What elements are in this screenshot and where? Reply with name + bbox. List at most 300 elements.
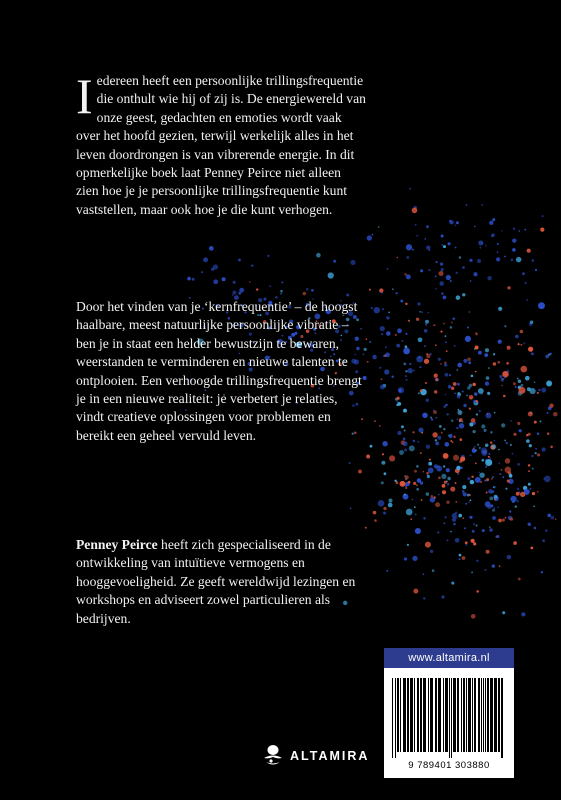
particle-dot [447, 477, 450, 480]
particle-dot [453, 382, 457, 386]
particle-dot [505, 458, 511, 464]
isbn-number: 9 789401 303880 [408, 760, 490, 771]
particle-dot [524, 282, 526, 284]
particle-dot [487, 460, 490, 463]
barcode-bar [485, 678, 486, 752]
particle-dot [391, 375, 393, 377]
particle-dot [501, 230, 503, 232]
particle-dot [456, 427, 458, 429]
particle-dot [517, 378, 519, 380]
particle-dot [457, 418, 459, 420]
particle-dot [453, 455, 459, 461]
particle-dot [447, 413, 449, 415]
particle-dot [498, 449, 500, 451]
particle-dot [450, 531, 452, 533]
particle-dot [367, 361, 369, 363]
particle-dot [502, 476, 504, 478]
particle-dot [438, 271, 443, 276]
particle-dot [443, 296, 447, 300]
particle-dot [392, 288, 394, 290]
author-bio-text: heeft zich gespecialiseerd in de ontwikkeling van intuïtieve vermogens en hooggevoeligheid. Ze geeft wereldwijd lezingen en workshops en adviseert zowel particulieren als bedrijven. [76, 537, 356, 626]
particle-dot [440, 262, 443, 265]
publisher-url: www.altamira.nl [384, 648, 514, 668]
particle-dot [397, 402, 401, 406]
particle-dot [446, 468, 450, 472]
particle-dot [423, 517, 425, 519]
particle-dot [479, 410, 481, 412]
particle-dot [459, 558, 461, 560]
particle-dot [504, 256, 506, 258]
particle-dot [444, 363, 447, 366]
particle-dot [468, 361, 471, 364]
particle-dot [280, 290, 283, 293]
particle-dot [551, 516, 555, 520]
particle-dot [463, 359, 467, 363]
particle-dot [438, 494, 440, 496]
particle-dot [486, 550, 490, 554]
particle-dot [441, 474, 446, 479]
particle-dot [517, 463, 520, 466]
particle-dot [510, 444, 512, 446]
particle-dot [369, 341, 371, 343]
particle-dot [501, 385, 503, 387]
particle-dot [470, 280, 472, 282]
particle-dot [434, 390, 438, 394]
particle-dot [506, 362, 509, 365]
particle-dot [517, 488, 520, 491]
particle-dot [457, 363, 462, 368]
particle-dot [426, 246, 430, 250]
particle-dot [438, 358, 441, 361]
particle-dot [414, 470, 417, 473]
particle-dot [459, 256, 462, 259]
particle-dot [516, 257, 522, 263]
particle-dot [476, 525, 478, 527]
particle-dot [531, 455, 533, 457]
blurb-paragraph-2 [76, 298, 366, 445]
particle-dot [459, 418, 463, 422]
particle-dot [475, 477, 481, 483]
particle-dot [509, 510, 511, 512]
particle-dot [469, 423, 471, 425]
particle-dot [476, 400, 478, 402]
particle-dot [384, 472, 387, 475]
particle-dot [369, 289, 371, 291]
particle-dot [466, 204, 468, 206]
particle-dot [528, 483, 531, 486]
particle-dot [507, 555, 511, 559]
particle-dot [463, 404, 466, 407]
particle-dot [494, 412, 496, 414]
particle-dot [437, 466, 440, 469]
particle-dot [484, 353, 488, 357]
particle-dot [430, 550, 433, 553]
particle-dot [421, 432, 423, 434]
particle-dot [383, 512, 386, 515]
particle-dot [528, 523, 532, 527]
particle-dot [532, 259, 535, 262]
barcode-icon [392, 678, 506, 758]
barcode-bar [468, 678, 471, 752]
particle-dot [534, 527, 537, 530]
particle-dot [477, 444, 479, 446]
particle-dot [419, 366, 421, 368]
particle-dot [545, 529, 547, 531]
particle-dot [471, 614, 476, 619]
particle-dot [385, 346, 387, 348]
particle-dot [462, 490, 465, 493]
particle-dot [370, 445, 373, 448]
particle-dot [449, 374, 451, 376]
particle-dot [544, 476, 551, 483]
particle-dot [507, 480, 510, 483]
barcode-bar [481, 678, 482, 752]
particle-dot [489, 221, 493, 225]
particle-dot [460, 466, 463, 469]
particle-dot [530, 320, 533, 323]
particle-dot [238, 259, 241, 262]
particle-dot [530, 388, 536, 394]
particle-dot [510, 420, 512, 422]
particle-dot [426, 445, 430, 449]
particle-dot [459, 554, 462, 557]
particle-dot [452, 441, 454, 443]
barcode-bar [501, 678, 503, 758]
particle-dot [553, 412, 557, 416]
particle-dot [233, 281, 236, 284]
particle-dot [489, 526, 491, 528]
particle-dot [424, 345, 426, 347]
particle-dot [440, 363, 442, 365]
barcode-bar [392, 678, 393, 758]
particle-dot [397, 401, 399, 403]
barcode-bar [414, 678, 415, 752]
particle-dot [498, 519, 502, 523]
particle-dot [468, 501, 470, 503]
particle-dot [426, 399, 429, 402]
particle-dot [481, 450, 487, 456]
particle-dot [414, 506, 416, 508]
particle-dot [475, 371, 477, 373]
particle-dot [513, 433, 516, 436]
particle-dot [450, 440, 452, 442]
particle-dot [505, 488, 507, 490]
particle-dot [492, 516, 496, 520]
particle-dot [405, 475, 409, 479]
particle-dot [418, 392, 420, 394]
particle-dot [489, 528, 492, 531]
paragraph-2-text: Door het vinden van je ‘kernfrequentie’ – de hoogst haalbare, meest natuurlijke persoonlijke vibratie – ben je in staat een helder bewustzijn te bewaren, weerstanden te verminderen en nieuwe talenten te ontplooien. Een verhoogde trillingsfrequentie brengt je in een nieuwe realiteit: je verbetert je relaties, vindt creatieve oplossingen voor problemen en bereikt een geheel vervuld leven. [76, 299, 362, 443]
particle-dot [427, 312, 429, 314]
particle-dot [505, 517, 507, 519]
particle-dot [453, 523, 455, 525]
particle-dot [401, 425, 404, 428]
particle-dot [538, 389, 540, 391]
particle-dot [232, 291, 236, 295]
particle-dot [451, 322, 453, 324]
particle-dot [487, 505, 491, 509]
barcode-bar [417, 678, 419, 752]
particle-dot [381, 461, 385, 465]
particle-dot [491, 444, 496, 449]
particle-dot [456, 221, 459, 224]
particle-dot [448, 385, 452, 389]
particle-dot [428, 269, 430, 271]
particle-dot [518, 380, 522, 384]
particle-dot [487, 392, 490, 395]
particle-dot [403, 409, 407, 413]
particle-dot [238, 292, 241, 295]
particle-dot [474, 446, 476, 448]
particle-dot [435, 288, 437, 290]
particle-dot [425, 542, 431, 548]
particle-dot [383, 507, 386, 510]
particle-dot [535, 452, 537, 454]
particle-dot [446, 275, 451, 280]
particle-dot [485, 466, 487, 468]
particle-dot [450, 280, 452, 282]
particle-dot [498, 340, 502, 344]
particle-dot [453, 436, 455, 438]
barcode-box [384, 648, 514, 778]
particle-dot [546, 381, 552, 387]
particle-dot [435, 417, 437, 419]
particle-dot [406, 256, 409, 259]
particle-dot [465, 544, 467, 546]
particle-dot [400, 481, 406, 487]
particle-dot [458, 409, 460, 411]
particle-dot [381, 333, 383, 335]
particle-dot [457, 383, 460, 386]
particle-dot [503, 395, 506, 398]
particle-dot [470, 499, 472, 501]
particle-dot [497, 243, 499, 245]
particle-dot [491, 233, 494, 236]
particle-dot [538, 302, 545, 309]
particle-dot [491, 492, 493, 494]
particle-dot [529, 488, 531, 490]
particle-dot [499, 565, 501, 567]
particle-dot [203, 257, 208, 262]
particle-dot [232, 294, 234, 296]
altamira-logo-icon [262, 744, 284, 768]
particle-dot [501, 378, 505, 382]
particle-dot [497, 507, 499, 509]
particle-dot [476, 413, 478, 415]
particle-dot [473, 542, 476, 545]
particle-dot [421, 499, 423, 501]
particle-dot [513, 228, 515, 230]
particle-dot [413, 589, 418, 594]
particle-dot [432, 432, 437, 437]
particle-dot [504, 377, 506, 379]
particle-dot [528, 433, 531, 436]
particle-dot [445, 341, 447, 343]
particle-dot [396, 292, 398, 294]
particle-dot [441, 595, 444, 598]
particle-dot [444, 516, 446, 518]
particle-dot [443, 323, 445, 325]
author-name: Penney Peirce [76, 537, 158, 552]
particle-dot [412, 499, 414, 501]
particle-dot [537, 453, 540, 456]
particle-dot [405, 487, 407, 489]
particle-dot [473, 272, 477, 276]
particle-dot [403, 441, 408, 446]
particle-dot [532, 492, 535, 495]
particle-dot [444, 362, 446, 364]
particle-dot [328, 272, 334, 278]
barcode-bar [451, 678, 452, 758]
particle-dot [470, 480, 474, 484]
particle-dot [455, 482, 457, 484]
particle-dot [550, 445, 553, 448]
particle-dot [470, 397, 472, 399]
particle-dot [457, 392, 459, 394]
particle-dot [439, 425, 442, 428]
particle-dot [499, 375, 502, 378]
particle-dot [540, 227, 544, 231]
particle-dot [382, 453, 384, 455]
barcode-bar [395, 678, 396, 758]
barcode-bar [472, 678, 473, 752]
barcode-bar [445, 678, 448, 752]
particle-dot [213, 264, 218, 269]
particle-dot [403, 438, 406, 441]
particle-dot [496, 257, 500, 261]
particle-dot [471, 375, 474, 378]
particle-dot [479, 473, 484, 478]
particle-dot [423, 573, 425, 575]
particle-dot [456, 272, 458, 274]
particle-dot [456, 295, 461, 300]
particle-dot [389, 455, 395, 461]
particle-dot [526, 439, 530, 443]
particle-dot [380, 326, 385, 331]
particle-dot [454, 345, 456, 347]
particle-dot [382, 441, 387, 446]
particle-dot [388, 311, 390, 313]
particle-dot [469, 311, 471, 313]
particle-dot [350, 508, 352, 510]
particle-dot [382, 308, 384, 310]
particle-dot [509, 473, 512, 476]
particle-dot [450, 487, 455, 492]
particle-dot [432, 569, 435, 572]
particle-dot [419, 311, 421, 313]
particle-dot [469, 259, 472, 262]
particle-dot [426, 472, 429, 475]
particle-dot [452, 517, 456, 521]
particle-dot [433, 410, 435, 412]
particle-dot [420, 452, 422, 454]
particle-dot [458, 514, 462, 518]
particle-dot [380, 384, 385, 389]
particle-dot [416, 488, 419, 491]
particle-dot [518, 578, 521, 581]
particle-dot [405, 303, 407, 305]
particle-dot [537, 491, 539, 493]
particle-dot [471, 476, 473, 478]
particle-dot [507, 370, 510, 373]
particle-dot [412, 208, 418, 214]
barcode-bar [487, 678, 489, 752]
particle-dot [524, 229, 526, 231]
particle-dot [430, 416, 432, 418]
particle-dot [473, 523, 475, 525]
particle-dot [444, 522, 446, 524]
particle-dot [486, 376, 490, 380]
particle-dot [521, 384, 524, 387]
particle-dot [374, 420, 376, 422]
particle-dot [485, 444, 489, 448]
particle-dot [441, 432, 443, 434]
particle-dot [350, 260, 355, 265]
particle-dot [465, 503, 467, 505]
particle-dot [489, 497, 493, 501]
particle-dot [493, 486, 495, 488]
particle-dot [443, 465, 445, 467]
particle-dot [395, 334, 397, 336]
particle-dot [209, 246, 214, 251]
particle-dot [420, 389, 423, 392]
particle-dot [539, 420, 541, 422]
particle-dot [477, 259, 481, 263]
particle-dot [371, 307, 373, 309]
particle-dot [492, 509, 495, 512]
particle-dot [396, 397, 399, 400]
particle-dot [488, 456, 490, 458]
particle-dot [447, 483, 449, 485]
particle-dot [396, 344, 400, 348]
particle-dot [416, 235, 418, 237]
particle-dot [455, 538, 460, 543]
particle-dot [491, 478, 493, 480]
particle-dot [494, 507, 496, 509]
particle-dot [462, 293, 465, 296]
particle-dot [486, 492, 488, 494]
particle-dot [445, 394, 447, 396]
particle-dot [527, 249, 531, 253]
barcode-bar [430, 678, 433, 752]
particle-dot [422, 471, 424, 473]
particle-dot [484, 480, 486, 482]
particle-dot [513, 541, 517, 545]
particle-dot [482, 529, 485, 532]
particle-dot [478, 388, 484, 394]
particle-dot [416, 484, 418, 486]
particle-dot [485, 381, 489, 385]
particle-dot [481, 424, 485, 428]
particle-dot [428, 467, 434, 473]
particle-dot [404, 448, 407, 451]
particle-dot [485, 245, 487, 247]
particle-dot [394, 480, 396, 482]
particle-dot [435, 275, 437, 277]
particle-dot [478, 351, 482, 355]
particle-dot [488, 367, 490, 369]
particle-dot [520, 344, 522, 346]
particle-dot [366, 455, 370, 459]
particle-dot [529, 444, 532, 447]
particle-dot [493, 362, 496, 365]
particle-dot [520, 330, 524, 334]
particle-dot [456, 369, 458, 371]
particle-dot [448, 242, 451, 245]
barcode-bar [483, 678, 484, 752]
particle-dot [459, 438, 462, 441]
particle-dot [441, 292, 443, 294]
